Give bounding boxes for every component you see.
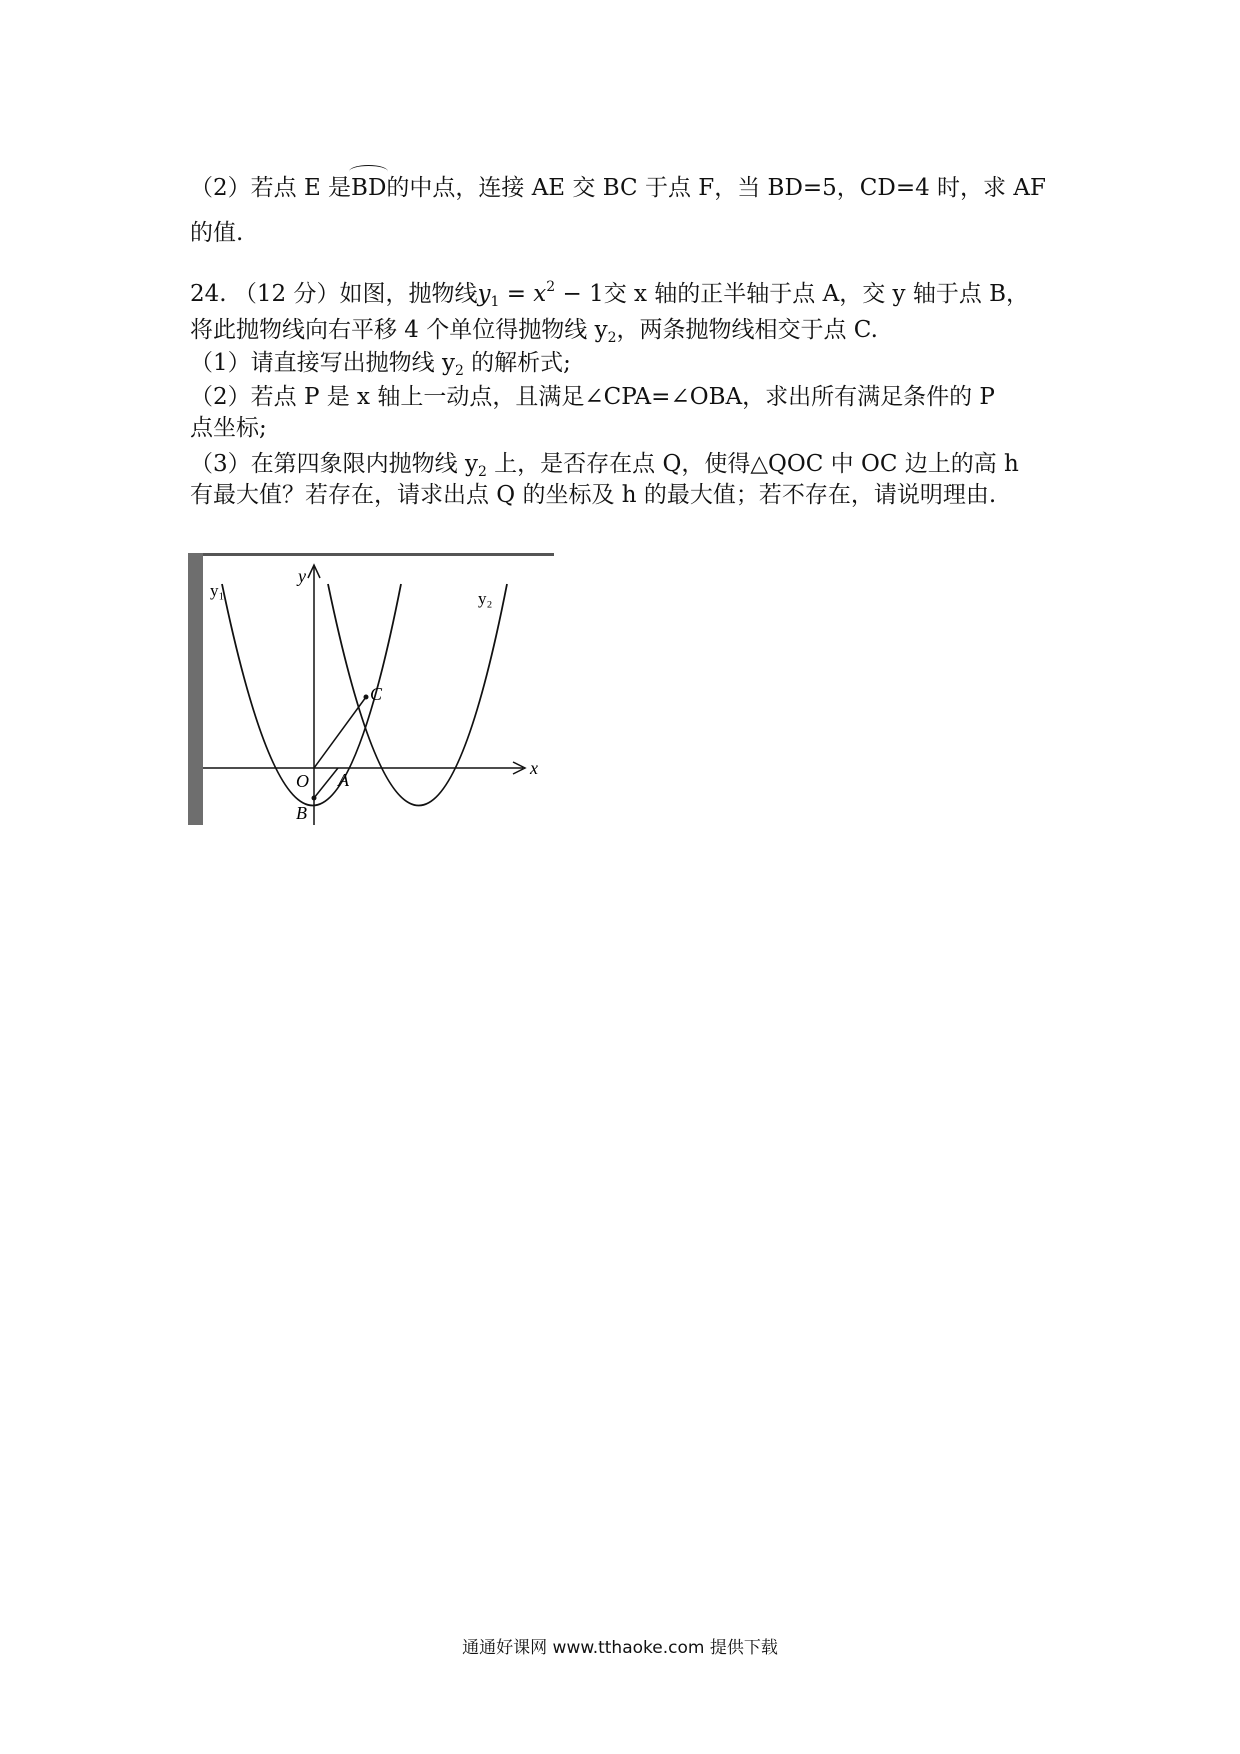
- formula-y: y: [477, 281, 491, 307]
- formula-exp: 2: [546, 279, 556, 295]
- label-y1: y₁: [210, 581, 225, 600]
- q24-part3-text-b: 上，是否存在点 Q，使得△QOC 中 OC 边上的高 h: [486, 451, 1019, 477]
- q24-part1-text-b: 的解析式;: [463, 350, 571, 376]
- point-c: [364, 695, 369, 700]
- q24-intro-line: [190, 272, 1029, 317]
- formula-y-sub: 1: [490, 294, 500, 310]
- q24-line2-text-a: 将此抛物线向右平移 4 个单位得抛物线 y: [190, 317, 608, 343]
- q24-part1-text-a: （1）请直接写出抛物线 y: [190, 350, 455, 376]
- figure-left-edge: [188, 553, 203, 825]
- q24-part2-line2: 点坐标;: [190, 415, 267, 441]
- q24-line2-text-b: ，两条抛物线相交于点 C.: [616, 317, 878, 343]
- parabola-figure: [188, 553, 554, 825]
- formula-eq: = x: [499, 281, 547, 307]
- q24-part3-line2: 有最大值？若存在，请求出点 Q 的坐标及 h 的最大值；若不存在，请说明理由.: [190, 482, 997, 508]
- q24-part3-text-a: （3）在第四象限内抛物线 y: [190, 451, 478, 477]
- q24-part2-line1: （2）若点 P 是 x 轴上一动点，且满足∠CPA=∠OBA，求出所有满足条件的 P: [190, 384, 995, 410]
- arc-label: BD: [351, 175, 387, 201]
- q24-part1-sub: 2: [454, 363, 464, 379]
- label-b: B: [296, 803, 307, 823]
- q24-intro-text-b: 交 x 轴的正半轴于点 A，交 y 轴于点 B，: [603, 281, 1030, 307]
- formula-tail: − 1: [555, 281, 604, 307]
- q23-part2-line1: [190, 173, 1046, 203]
- q24-part3-sub: 2: [477, 464, 487, 480]
- q23-part2-line2: 的值.: [190, 220, 244, 246]
- label-c: C: [370, 684, 383, 704]
- arc-bd: [351, 173, 386, 203]
- q24-line2-sub: 2: [607, 330, 617, 346]
- label-y: y: [298, 566, 306, 586]
- q23-part2-text-a: （2）若点 E 是: [190, 175, 352, 201]
- formula-y1: [477, 279, 604, 310]
- label-a: A: [338, 770, 349, 790]
- q24-part1: [190, 348, 571, 386]
- label-o: O: [296, 771, 309, 791]
- q23-part2-text-b: 的中点，连接 AE 交 BC 于点 F，当 BD=5，CD=4 时，求 AF: [386, 175, 1046, 201]
- q24-intro-text: 24. （12 分）如图，抛物线: [190, 281, 478, 307]
- label-x: x: [530, 758, 538, 778]
- footer-credit: 通通好课网 www.tthaoke.com 提供下载: [462, 1638, 778, 1658]
- label-y2: y₂: [478, 589, 493, 608]
- point-b: [312, 796, 317, 801]
